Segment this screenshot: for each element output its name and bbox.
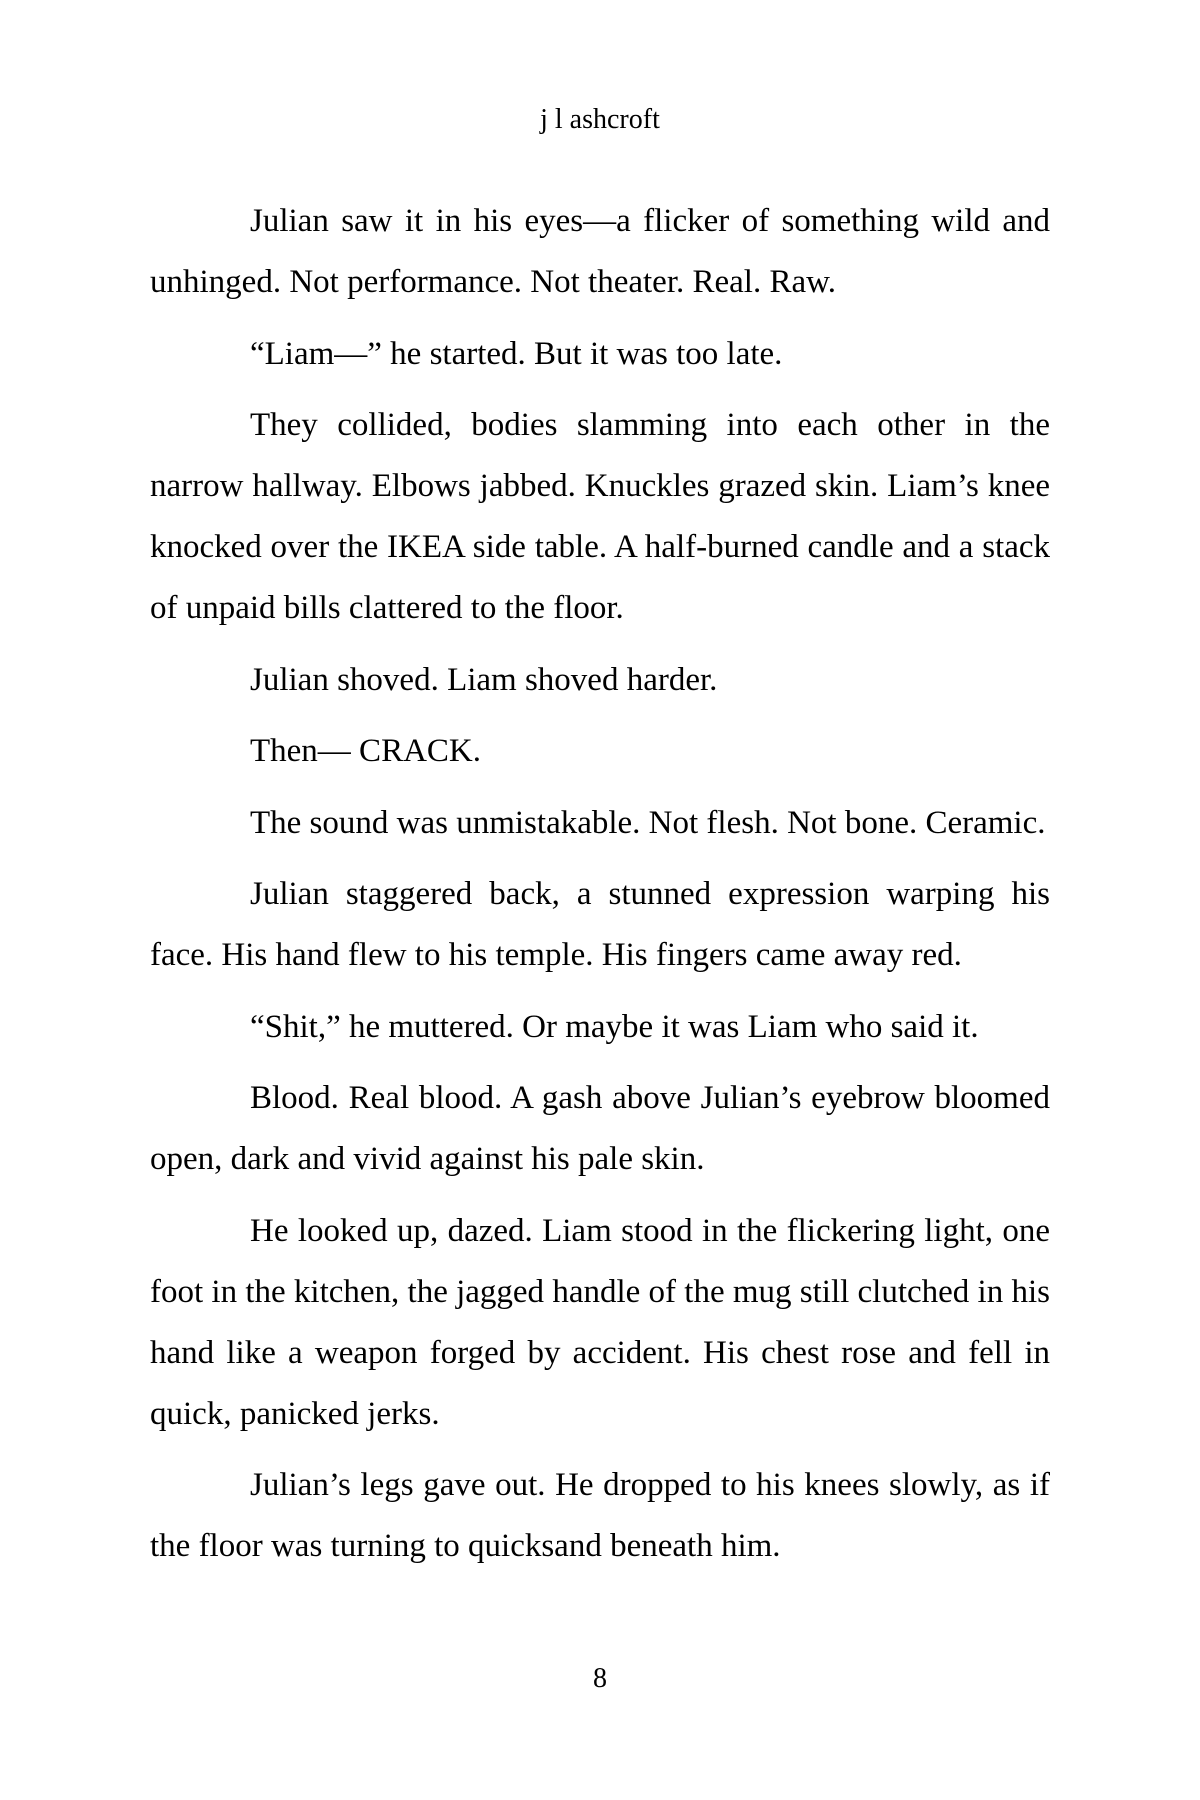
page-number: 8 [593, 1663, 607, 1694]
paragraph: “Shit,” he muttered. Or maybe it was Liam who said it. [250, 1008, 979, 1045]
paragraph: “Liam—” he started. But it was too late. [250, 335, 783, 372]
paragraph: Julian saw it in his eyes—a flicker of something wild and unhinged. Not performance. Not theater. Real. Raw. [150, 203, 1050, 300]
paragraph: Julian staggered back, a stunned expression warping his face. His hand flew to his temple. His fingers came away red. [150, 876, 1050, 973]
paragraph: They collided, bodies slamming into each other in the narrow hallway. Elbows jabbed. Knuckles grazed skin. Liam’s knee knocked over the IKEA side table. A half-burned candle and a stack of unpaid bills clattered to the floor. [150, 407, 1050, 626]
paragraph: Then— CRACK. [250, 733, 481, 769]
paragraph: The sound was unmistakable. Not flesh. Not bone. Ceramic. [250, 804, 1046, 841]
paragraph: Julian shoved. Liam shoved harder. [250, 661, 718, 698]
manuscript-body [150, 191, 1050, 1588]
paragraph: Julian’s legs gave out. He dropped to his knees slowly, as if the floor was turning to quicksand beneath him. [150, 1467, 1050, 1564]
paragraph: He looked up, dazed. Liam stood in the flickering light, one foot in the kitchen, the jagged handle of the mug still clutched in his hand like a weapon forged by accident. His chest rose and fell in quick, panicked jerks. [150, 1212, 1050, 1432]
running-header-author: j l ashcroft [540, 104, 660, 135]
paragraph: Blood. Real blood. A gash above Julian’s eyebrow bloomed open, dark and vivid against his pale skin. [150, 1080, 1050, 1177]
